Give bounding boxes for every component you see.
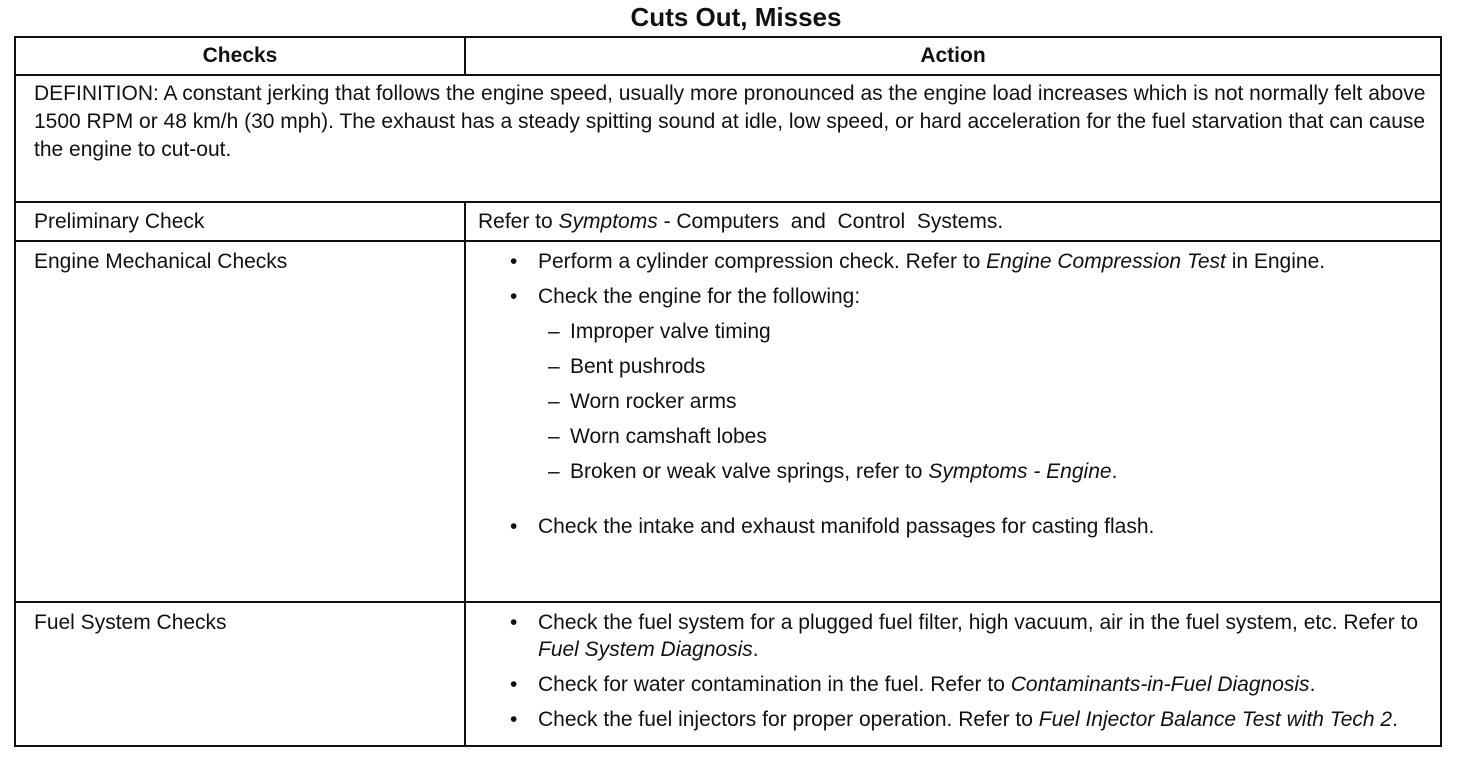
- action-fuel-system: [466, 603, 1440, 745]
- dash-icon: –: [548, 390, 560, 413]
- bullet-icon: •: [510, 250, 518, 273]
- action-engine-mechanical: [466, 242, 1440, 601]
- item-text: Improper valve timing: [570, 320, 771, 343]
- bullet-list: [478, 609, 1428, 733]
- item-text: Broken or weak valve springs, refer to: [570, 460, 929, 483]
- action-text: - Computers and Control Systems.: [657, 210, 1004, 233]
- list-item: [548, 458, 1428, 485]
- item-text: Worn camshaft lobes: [570, 425, 767, 448]
- reference-link: Fuel System Diagnosis: [538, 638, 753, 661]
- check-label-engine-mechanical: Engine Mechanical Checks: [16, 242, 466, 601]
- list-item: [548, 353, 1428, 380]
- item-text: .: [1392, 708, 1398, 731]
- bullet-icon: •: [510, 611, 518, 634]
- list-item: [548, 388, 1428, 415]
- list-item: [510, 609, 1428, 663]
- table-row-preliminary: [16, 203, 1440, 242]
- item-text: Bent pushrods: [570, 355, 706, 378]
- column-header-checks: Checks: [16, 38, 466, 74]
- bullet-icon: •: [510, 515, 518, 538]
- item-text: .: [1309, 673, 1316, 696]
- item-text: in Engine.: [1225, 250, 1326, 273]
- item-text: Worn rocker arms: [570, 390, 737, 413]
- list-item: [510, 671, 1428, 698]
- column-header-action: Action: [920, 44, 986, 67]
- action-preliminary: [466, 203, 1440, 240]
- dash-list: [538, 318, 1428, 485]
- dash-icon: –: [548, 460, 560, 483]
- check-label-preliminary: Preliminary Check: [16, 203, 466, 240]
- bullet-icon: •: [510, 285, 518, 308]
- bullet-list: [478, 248, 1428, 540]
- table-row-engine-mechanical: [16, 242, 1440, 603]
- item-text: .: [752, 638, 759, 661]
- item-text: Check the fuel injectors for proper operation. Refer to: [538, 708, 1039, 731]
- item-text: .: [1111, 460, 1118, 483]
- reference-link: Engine Compression Test: [986, 250, 1226, 273]
- page-title: Cuts Out, Misses: [630, 2, 842, 32]
- item-text: Check for water contamination in the fuel. Refer to: [538, 673, 1011, 696]
- dash-icon: –: [548, 355, 560, 378]
- reference-link: Contaminants-in-Fuel Diagnosis: [1010, 673, 1310, 696]
- item-text: Check the fuel system for a plugged fuel filter, high vacuum, air in the fuel system, etc. Refer to: [538, 611, 1419, 634]
- list-item: [548, 318, 1428, 345]
- item-text: Check the intake and exhaust manifold passages for casting flash.: [538, 515, 1155, 538]
- item-text: Check the engine for the following:: [538, 285, 861, 308]
- check-label-fuel-system: Fuel System Checks: [16, 603, 466, 745]
- diagnostic-table: [14, 36, 1442, 747]
- reference-link: Symptoms - Engine: [928, 460, 1112, 483]
- list-item: [548, 423, 1428, 450]
- list-item: [510, 513, 1428, 540]
- definition-row: DEFINITION: A constant jerking that follows the engine speed, usually more pronounced as the engine load increases which is not normally felt above 1500 RPM or 48 km/h (30 mph). The exhaust has a steady spitting sound at idle, low speed, or hard acceleration for the fuel starvation that can cause the engine to cut-out.: [16, 76, 1440, 203]
- item-text: Perform a cylinder compression check. Refer to: [538, 250, 987, 273]
- reference-link: Fuel Injector Balance Test with Tech 2: [1038, 708, 1393, 731]
- table-row-fuel-system: [16, 603, 1440, 745]
- list-item: [510, 283, 1428, 485]
- table-header-row: [16, 38, 1440, 76]
- dash-icon: –: [548, 320, 560, 343]
- action-text: Refer to: [478, 210, 559, 233]
- list-item: [510, 248, 1428, 275]
- bullet-icon: •: [510, 708, 518, 731]
- list-item: [510, 706, 1428, 733]
- dash-icon: –: [548, 425, 560, 448]
- bullet-icon: •: [510, 673, 518, 696]
- reference-link-symptoms: Symptoms: [558, 210, 658, 233]
